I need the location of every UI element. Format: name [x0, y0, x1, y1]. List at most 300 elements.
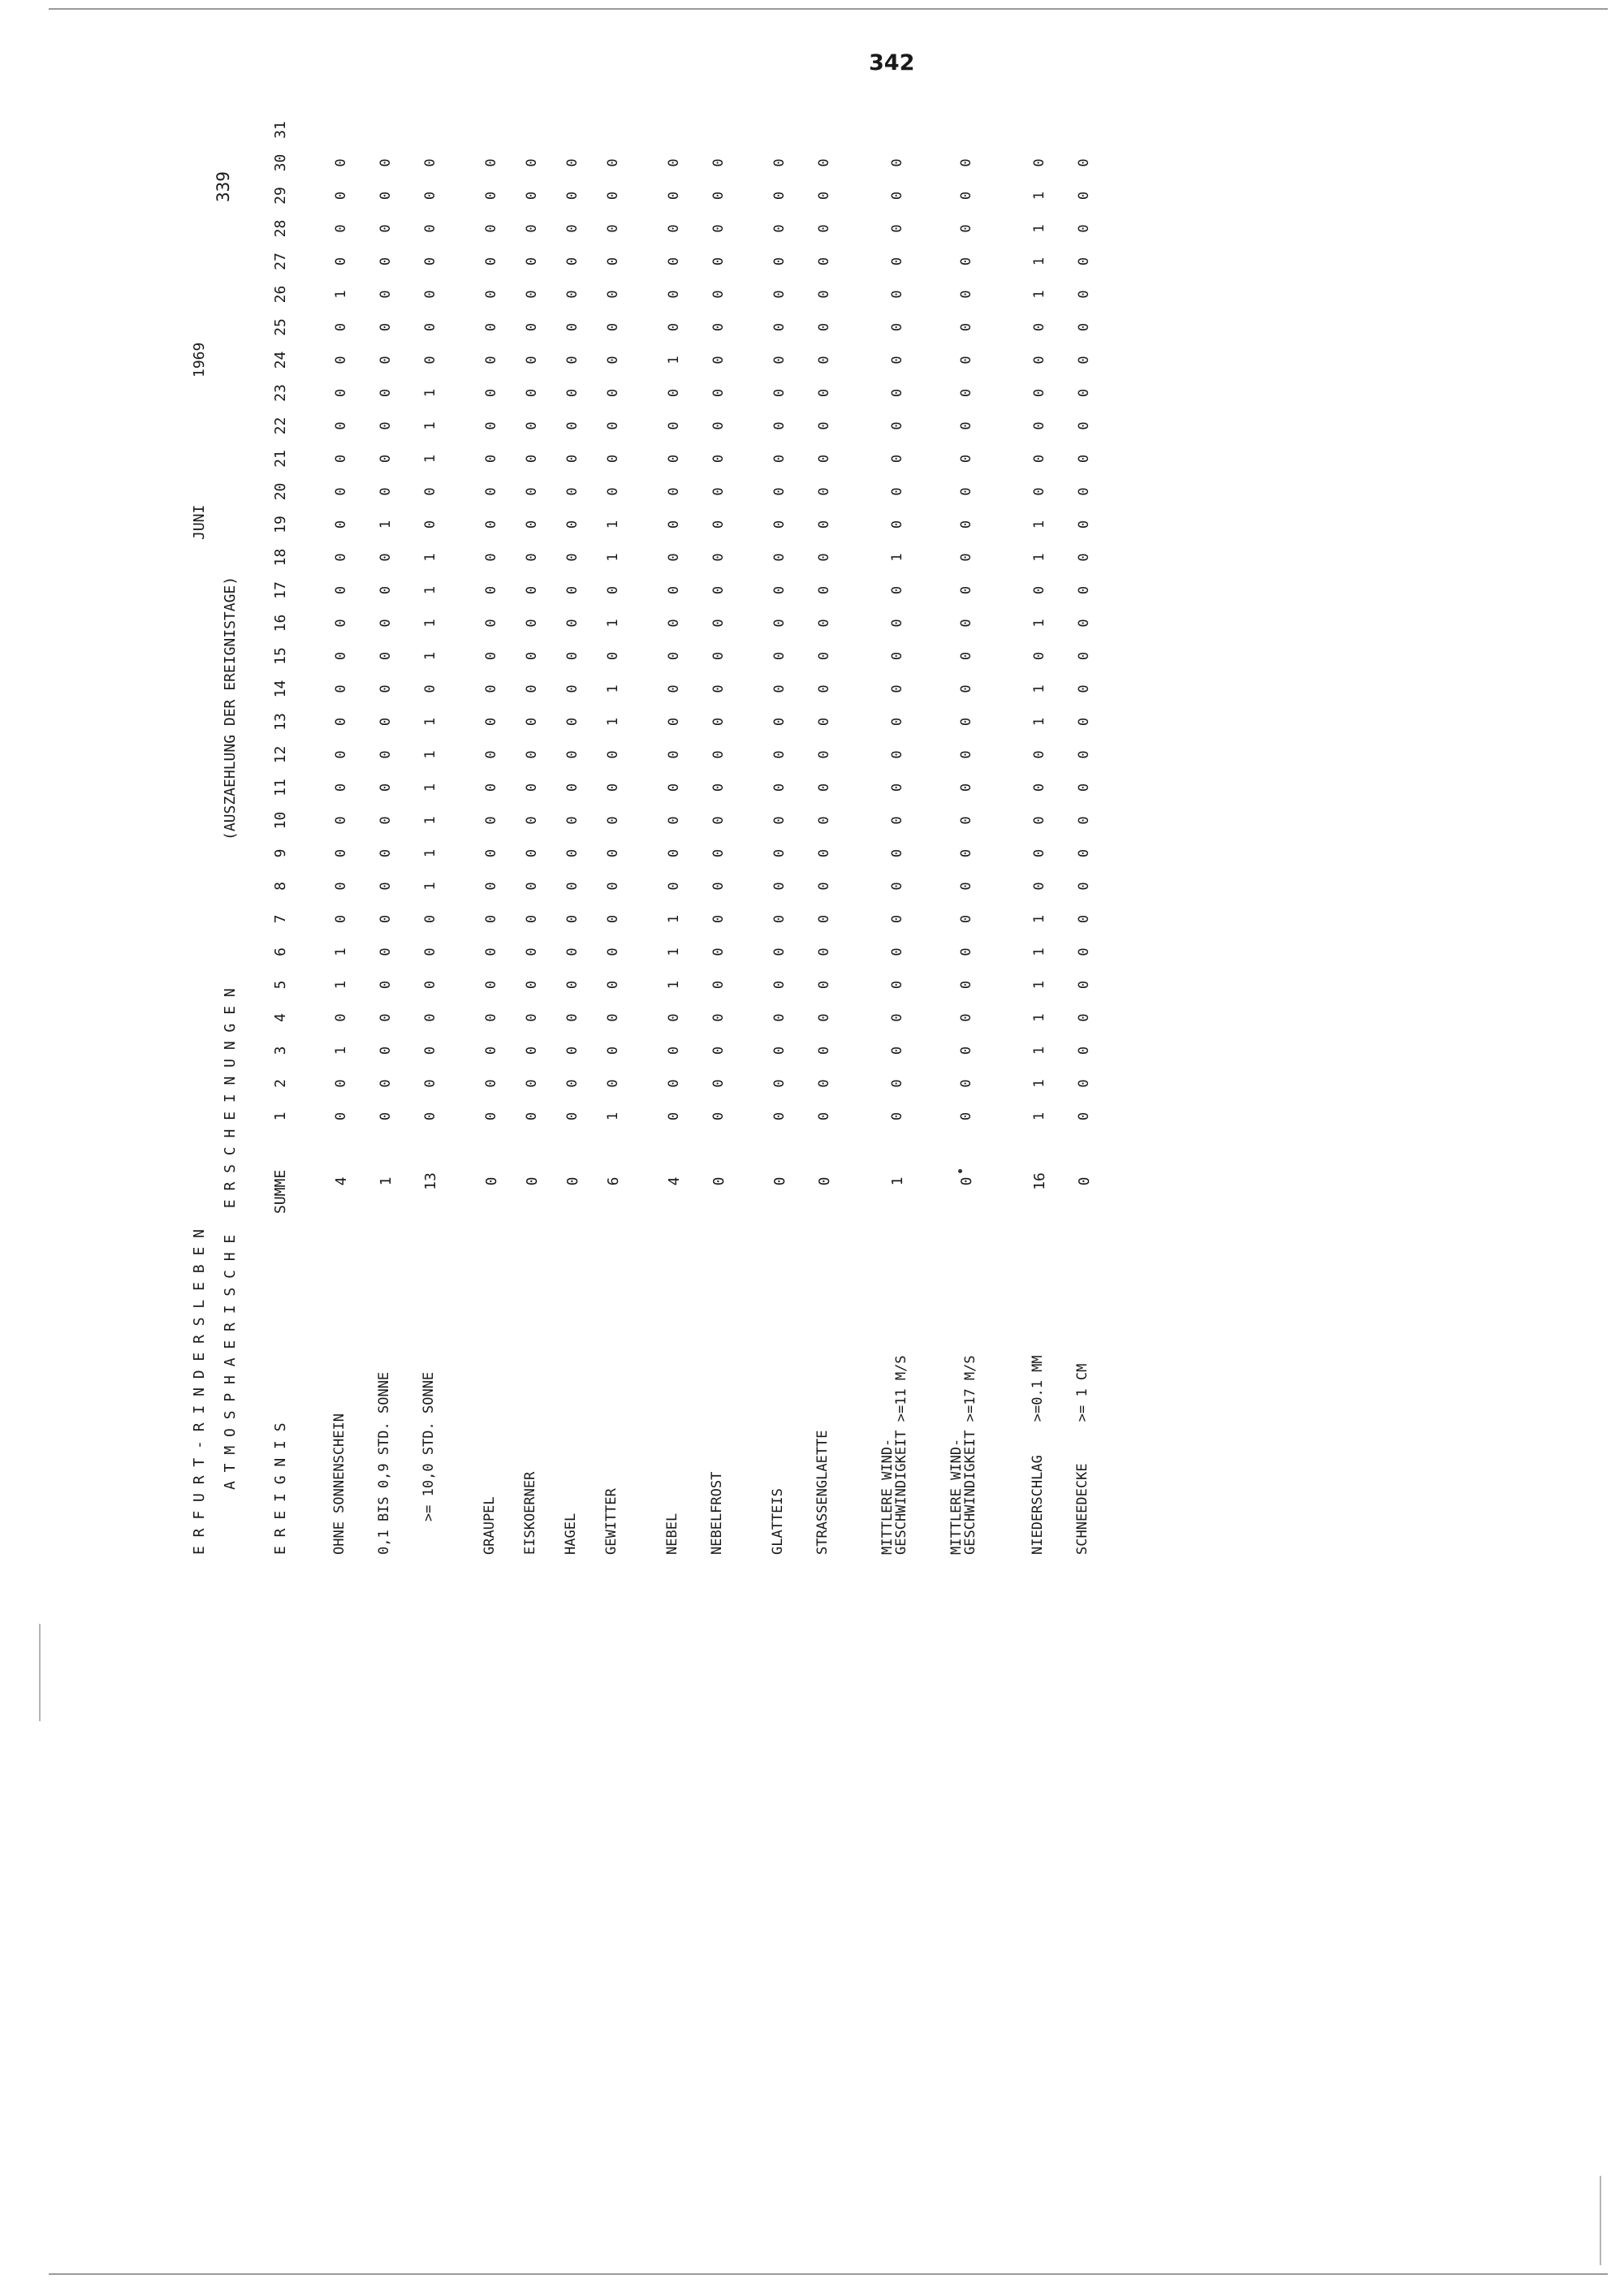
day-cell: 0 [1031, 421, 1047, 430]
day-cell: 0 [710, 224, 727, 233]
day-cell: 0 [378, 882, 394, 891]
day-cell: 0 [378, 553, 394, 562]
day-cell: 0 [958, 487, 974, 496]
day-cell: 0 [1076, 619, 1092, 628]
day-cell: 0 [771, 750, 788, 759]
day-cell: 0 [564, 750, 581, 759]
row-total: 16 [1031, 1172, 1048, 1190]
day-cell: 0 [605, 224, 621, 233]
row-label: MITTLERE WIND- GESCHWINDIGKEIT >=17 M/S [948, 1355, 978, 1555]
day-cell: 0 [771, 553, 788, 562]
day-cell: 0 [771, 487, 788, 496]
row-total: 4 [333, 1176, 350, 1186]
day-cell: 0 [816, 224, 832, 233]
day-cell: 0 [666, 882, 682, 891]
day-cell: 0 [524, 388, 540, 398]
table-row [770, 158, 793, 1555]
day-cell: 0 [524, 487, 540, 496]
table-row [709, 158, 732, 1555]
day-cell: 0 [666, 1079, 682, 1088]
day-cell: 0 [666, 651, 682, 661]
day-header: 30 [272, 153, 289, 172]
day-cell: 0 [771, 158, 788, 167]
day-cell: 0 [1076, 553, 1092, 562]
day-cell: 0 [1031, 651, 1047, 661]
day-cell: 0 [958, 980, 974, 990]
day-cell: 0 [889, 980, 905, 990]
table-row [421, 158, 443, 1555]
day-cell: 0 [771, 914, 788, 924]
day-header: 26 [272, 285, 289, 304]
day-cell: 1 [422, 421, 438, 430]
day-cell: 0 [378, 191, 394, 201]
day-cell: 0 [958, 816, 974, 825]
day-cell: 0 [771, 1013, 788, 1022]
day-cell: 0 [605, 356, 621, 365]
day-cell: 0 [816, 1111, 832, 1121]
day-header: 18 [272, 548, 289, 567]
day-cell: 0 [378, 388, 394, 398]
row-label: EISKOERNER [522, 1471, 538, 1555]
day-cell: 0 [666, 224, 682, 233]
day-cell: 1 [889, 553, 905, 562]
day-cell: 1 [1031, 257, 1047, 266]
day-cell: 0 [378, 750, 394, 759]
day-cell: 0 [333, 848, 349, 858]
day-cell: 0 [378, 1111, 394, 1121]
day-cell: 0 [771, 783, 788, 792]
day-cell: 0 [422, 947, 438, 956]
day-cell: 0 [422, 290, 438, 299]
day-cell: 1 [1031, 1111, 1047, 1121]
day-cell: 1 [422, 816, 438, 825]
day-cell: 0 [422, 487, 438, 496]
day-cell: 0 [605, 1046, 621, 1055]
day-cell: 0 [483, 356, 499, 365]
row-label: GEWITTER [603, 1488, 620, 1555]
row-label: 0,1 BIS 0,9 STD. SONNE [376, 1371, 392, 1555]
day-cell: 0 [771, 651, 788, 661]
day-cell: 0 [958, 914, 974, 924]
day-cell: 0 [524, 882, 540, 891]
day-cell: 0 [1031, 750, 1047, 759]
day-cell: 0 [422, 1079, 438, 1088]
day-cell: 0 [816, 882, 832, 891]
day-cell: 0 [1076, 224, 1092, 233]
day-cell: 0 [483, 257, 499, 266]
day-cell: 0 [483, 947, 499, 956]
day-cell: 1 [1031, 914, 1047, 924]
day-cell: 0 [958, 585, 974, 595]
day-cell: 0 [816, 1046, 832, 1055]
row-label: NEBEL [664, 1513, 680, 1555]
table-row [331, 158, 354, 1555]
day-cell: 0 [710, 848, 727, 858]
day-cell: 0 [564, 224, 581, 233]
day-cell: 0 [333, 322, 349, 332]
day-cell: 0 [710, 1013, 727, 1022]
day-cell: 0 [564, 257, 581, 266]
day-cell: 0 [378, 684, 394, 693]
day-header: 19 [272, 516, 289, 533]
day-cell: 0 [666, 322, 682, 332]
day-cell: 0 [333, 684, 349, 693]
scan-edge-left [39, 1624, 41, 1721]
day-cell: 0 [816, 553, 832, 562]
day-cell: 0 [889, 487, 905, 496]
day-cell: 0 [378, 454, 394, 464]
day-cell: 0 [422, 520, 438, 529]
row-total: 0 [564, 1176, 581, 1186]
day-cell: 0 [710, 651, 727, 661]
table-row [948, 158, 979, 1555]
day-cell: 0 [483, 158, 499, 167]
day-cell: 0 [666, 717, 682, 727]
day-cell: 0 [710, 619, 727, 628]
day-cell: 1 [666, 947, 682, 956]
day-cell: 0 [378, 356, 394, 365]
day-cell: 0 [422, 980, 438, 990]
day-cell: 0 [710, 421, 727, 430]
day-cell: 1 [605, 717, 621, 727]
day-cell: 0 [958, 947, 974, 956]
day-cell: 0 [816, 848, 832, 858]
day-cell: 0 [816, 1013, 832, 1022]
day-cell: 0 [605, 257, 621, 266]
day-cell: 0 [605, 816, 621, 825]
day-cell: 0 [524, 1046, 540, 1055]
day-cell: 0 [1076, 816, 1092, 825]
day-cell: 0 [771, 848, 788, 858]
day-cell: 0 [889, 322, 905, 332]
day-cell: 1 [333, 290, 349, 299]
day-cell: 0 [889, 454, 905, 464]
day-header: 28 [272, 219, 289, 238]
day-cell: 0 [710, 750, 727, 759]
day-cell: 0 [816, 783, 832, 792]
day-cell: 0 [483, 1013, 499, 1022]
day-cell: 0 [816, 158, 832, 167]
day-header: 25 [272, 318, 289, 336]
day-cell: 0 [483, 651, 499, 661]
day-cell: 0 [524, 1079, 540, 1088]
day-cell: 0 [889, 848, 905, 858]
day-cell: 1 [1031, 619, 1047, 628]
day-cell: 0 [666, 1111, 682, 1121]
day-cell: 0 [524, 783, 540, 792]
day-cell: 0 [889, 651, 905, 661]
day-cell: 0 [889, 1013, 905, 1022]
day-cell: 1 [422, 750, 438, 759]
day-cell: 0 [422, 224, 438, 233]
day-cell: 0 [1076, 356, 1092, 365]
day-header: 20 [272, 482, 289, 501]
day-cell: 0 [1076, 585, 1092, 595]
day-cell: 1 [422, 585, 438, 595]
day-cell: 0 [958, 1079, 974, 1088]
day-cell: 0 [564, 388, 581, 398]
day-cell: 0 [605, 947, 621, 956]
day-cell: 0 [524, 553, 540, 562]
day-cell: 0 [710, 290, 727, 299]
day-cell: 0 [666, 257, 682, 266]
day-cell: 0 [816, 191, 832, 201]
day-cell: 0 [666, 487, 682, 496]
row-total: 6 [605, 1176, 622, 1186]
day-cell: 0 [710, 980, 727, 990]
day-header: 1 [272, 1111, 289, 1121]
day-cell: 0 [771, 322, 788, 332]
day-cell: 0 [564, 356, 581, 365]
day-header: 7 [272, 914, 289, 924]
day-cell: 0 [333, 191, 349, 201]
day-cell: 0 [710, 585, 727, 595]
day-cell: 0 [710, 882, 727, 891]
day-cell: 0 [666, 783, 682, 792]
day-cell: 0 [605, 783, 621, 792]
day-cell: 0 [422, 257, 438, 266]
day-cell: 0 [666, 848, 682, 858]
day-cell: 0 [816, 717, 832, 727]
day-cell: 0 [524, 947, 540, 956]
day-cell: 0 [378, 1046, 394, 1055]
day-cell: 0 [958, 520, 974, 529]
day-header: 6 [272, 947, 289, 956]
day-cell: 1 [666, 980, 682, 990]
day-cell: 0 [1031, 585, 1047, 595]
day-cell: 0 [666, 421, 682, 430]
day-header: 23 [272, 384, 289, 402]
day-cell: 0 [483, 322, 499, 332]
day-cell: 0 [564, 619, 581, 628]
day-cell: 0 [816, 1079, 832, 1088]
day-cell: 0 [710, 487, 727, 496]
day-cell: 0 [710, 158, 727, 167]
day-cell: 0 [524, 191, 540, 201]
day-cell: 0 [333, 619, 349, 628]
day-cell: 0 [1031, 322, 1047, 332]
day-cell: 1 [1031, 717, 1047, 727]
day-cell: 0 [1076, 947, 1092, 956]
day-cell: 0 [378, 783, 394, 792]
day-cell: 0 [771, 191, 788, 201]
day-cell: 0 [483, 1079, 499, 1088]
day-cell: 0 [333, 651, 349, 661]
day-cell: 0 [378, 421, 394, 430]
day-header: 21 [272, 450, 289, 468]
day-cell: 0 [710, 322, 727, 332]
day-cell: 0 [958, 783, 974, 792]
day-cell: 0 [483, 1046, 499, 1055]
day-cell: 1 [422, 717, 438, 727]
day-cell: 0 [1076, 421, 1092, 430]
day-cell: 0 [524, 980, 540, 990]
day-cell: 0 [422, 356, 438, 365]
day-cell: 0 [378, 585, 394, 595]
day-cell: 0 [710, 914, 727, 924]
table-row [522, 158, 545, 1555]
day-cell: 0 [333, 520, 349, 529]
day-cell: 0 [889, 750, 905, 759]
day-cell: 0 [771, 356, 788, 365]
day-cell: 0 [666, 619, 682, 628]
day-cell: 0 [564, 290, 581, 299]
day-cell: 0 [524, 750, 540, 759]
day-cell: 0 [1031, 848, 1047, 858]
day-cell: 0 [564, 520, 581, 529]
day-cell: 0 [710, 356, 727, 365]
day-cell: 1 [422, 619, 438, 628]
day-cell: 0 [816, 914, 832, 924]
day-cell: 0 [483, 980, 499, 990]
table-row [1030, 158, 1052, 1555]
day-cell: 0 [483, 816, 499, 825]
table-row [482, 158, 504, 1555]
day-cell: 0 [483, 684, 499, 693]
day-cell: 0 [958, 191, 974, 201]
day-cell: 0 [605, 1079, 621, 1088]
day-cell: 0 [605, 651, 621, 661]
day-cell: 0 [378, 224, 394, 233]
day-cell: 0 [483, 750, 499, 759]
day-cell: 0 [378, 322, 394, 332]
day-cell: 0 [605, 980, 621, 990]
day-cell: 0 [816, 980, 832, 990]
day-cell: 0 [771, 1046, 788, 1055]
day-cell: 0 [333, 257, 349, 266]
day-cell: 0 [666, 290, 682, 299]
day-cell: 0 [333, 158, 349, 167]
day-cell: 1 [1031, 290, 1047, 299]
day-cell: 0 [1076, 684, 1092, 693]
day-cell: 0 [605, 914, 621, 924]
day-cell: 0 [958, 1046, 974, 1055]
row-label: NIEDERSCHLAG >=0.1 MM [1030, 1355, 1046, 1555]
day-cell: 0 [771, 257, 788, 266]
day-cell: 0 [710, 1111, 727, 1121]
day-cell: 0 [1076, 980, 1092, 990]
day-cell: 0 [422, 158, 438, 167]
day-cell: 0 [889, 684, 905, 693]
day-cell: 0 [524, 651, 540, 661]
day-cell: 0 [710, 783, 727, 792]
sheet-number: 339 [214, 171, 233, 202]
day-cell: 0 [333, 454, 349, 464]
table-row [1074, 158, 1097, 1555]
day-cell: 0 [1031, 882, 1047, 891]
day-cell: 0 [1076, 257, 1092, 266]
day-cell: 0 [1076, 717, 1092, 727]
day-cell: 0 [666, 816, 682, 825]
day-cell: 0 [958, 290, 974, 299]
day-cell: 0 [378, 158, 394, 167]
day-cell: 0 [564, 585, 581, 595]
day-cell: 0 [816, 619, 832, 628]
day-cell: 0 [333, 224, 349, 233]
day-cell: 0 [524, 454, 540, 464]
day-cell: 0 [771, 980, 788, 990]
day-cell: 0 [605, 191, 621, 201]
day-cell: 0 [666, 553, 682, 562]
day-cell: 0 [378, 1079, 394, 1088]
day-cell: 0 [1076, 1111, 1092, 1121]
day-cell: 0 [564, 487, 581, 496]
day-cell: 0 [889, 882, 905, 891]
day-cell: 0 [333, 750, 349, 759]
day-cell: 0 [378, 914, 394, 924]
day-cell: 0 [958, 651, 974, 661]
day-cell: 1 [422, 882, 438, 891]
row-label: MITTLERE WIND- GESCHWINDIGKEIT >=11 M/S [879, 1355, 909, 1555]
day-cell: 0 [483, 487, 499, 496]
day-cell: 0 [1076, 1013, 1092, 1022]
day-cell: 1 [605, 619, 621, 628]
day-cell: 0 [483, 619, 499, 628]
day-cell: 0 [1031, 158, 1047, 167]
row-label: OHNE SONNENSCHEIN [331, 1413, 348, 1555]
day-cell: 0 [605, 882, 621, 891]
day-cell: 0 [771, 224, 788, 233]
day-cell: 0 [378, 290, 394, 299]
day-cell: 0 [483, 1111, 499, 1121]
day-cell: 0 [816, 322, 832, 332]
day-cell: 0 [564, 684, 581, 693]
day-cell: 0 [333, 816, 349, 825]
day-cell: 0 [958, 1013, 974, 1022]
day-cell: 0 [1031, 388, 1047, 398]
day-cell: 0 [771, 1111, 788, 1121]
day-header: 13 [272, 713, 289, 731]
table-subtitle: A T M O S P H A E R I S C H E E R S C H E I N U N G E N [222, 988, 239, 1490]
day-cell: 0 [483, 585, 499, 595]
day-cell: 0 [889, 585, 905, 595]
day-cell: 0 [564, 947, 581, 956]
table-row [563, 158, 585, 1555]
day-cell: 0 [1076, 388, 1092, 398]
day-cell: 0 [666, 520, 682, 529]
row-total: 0 [1076, 1176, 1093, 1186]
day-cell: 0 [605, 290, 621, 299]
row-total: 4 [666, 1176, 683, 1186]
day-cell: 0 [524, 717, 540, 727]
day-cell: 0 [1076, 322, 1092, 332]
day-cell: 0 [710, 947, 727, 956]
day-cell: 0 [422, 1111, 438, 1121]
day-cell: 0 [564, 553, 581, 562]
day-cell: 0 [889, 257, 905, 266]
month-label: JUNI [191, 504, 208, 540]
day-cell: 0 [889, 191, 905, 201]
day-cell: 0 [1076, 1046, 1092, 1055]
day-cell: 0 [771, 520, 788, 529]
day-cell: 1 [1031, 1013, 1047, 1022]
day-cell: 0 [483, 454, 499, 464]
day-cell: 1 [1031, 947, 1047, 956]
day-header: 2 [272, 1079, 289, 1088]
day-cell: 0 [816, 257, 832, 266]
row-label: GRAUPEL [482, 1496, 498, 1555]
day-cell: 1 [1031, 1079, 1047, 1088]
day-cell: 0 [666, 750, 682, 759]
row-total: 0 [524, 1176, 541, 1186]
day-cell: 0 [378, 257, 394, 266]
day-cell: 0 [605, 454, 621, 464]
day-cell: 0 [564, 651, 581, 661]
row-total: 13 [422, 1172, 439, 1190]
day-cell: 0 [422, 191, 438, 201]
day-cell: 0 [666, 684, 682, 693]
day-header: 22 [272, 416, 289, 435]
